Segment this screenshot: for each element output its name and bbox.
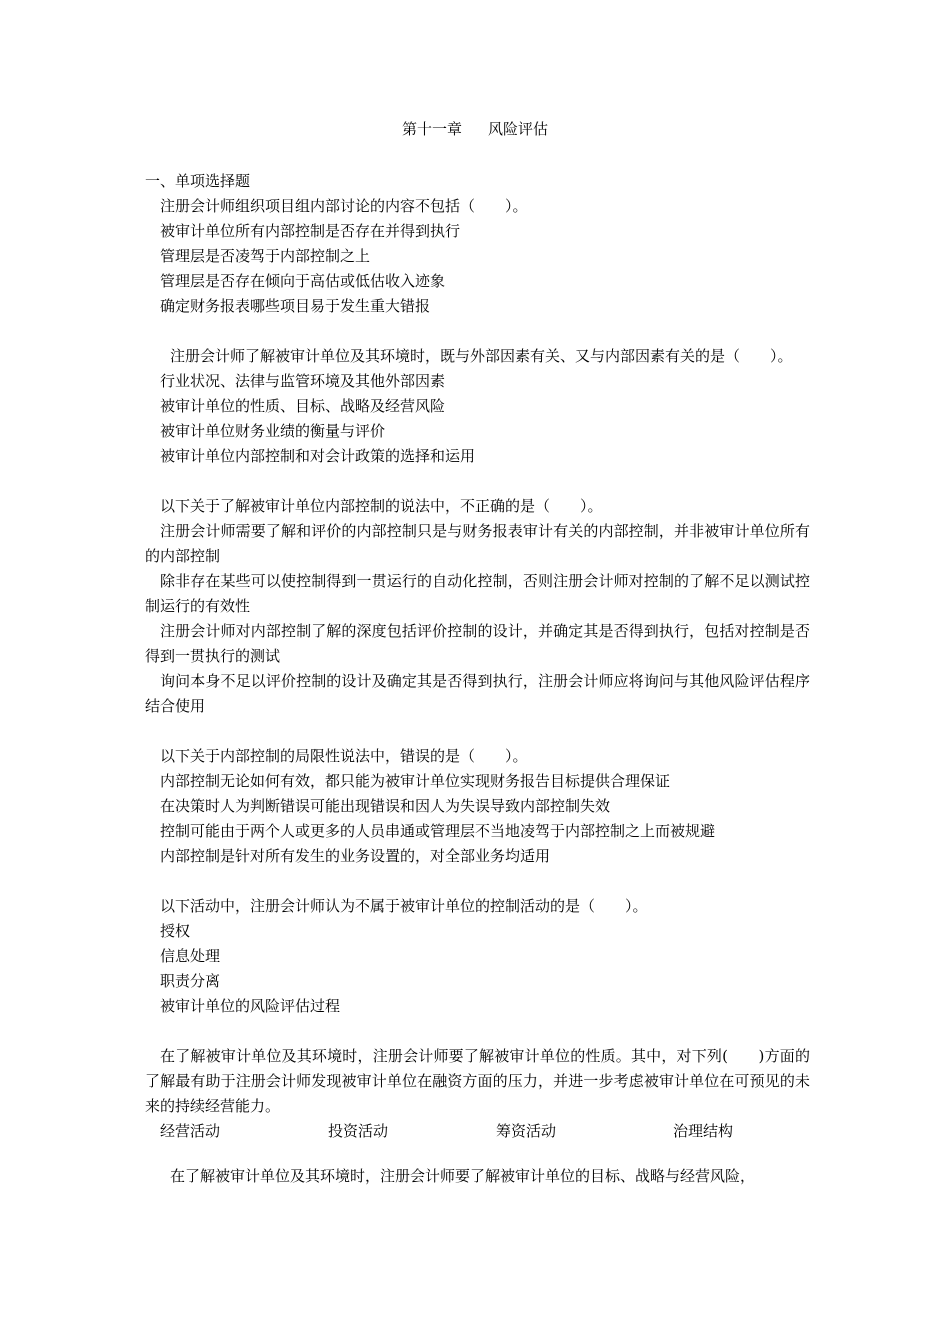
question-stem: 以下关于内部控制的局限性说法中，错误的是（ ）。: [160, 747, 528, 765]
option-c: 控制可能由于两个人或更多的人员串通或管理层不当地凌驾于内部控制之上而被规避: [160, 822, 716, 840]
question-stem: 注册会计师组织项目组内部讨论的内容不包括（ ）。: [160, 197, 528, 215]
option-b: 管理层是否凌驾于内部控制之上: [160, 247, 371, 265]
question-stem: 在了解被审计单位及其环境时，注册会计师要了解被审计单位的性质。其中，对下列( )方面的了解最有助于注册会计师发现被审计单位在融资方面的压力，并进一步考虑被审计单位在可预见的未来的持续经营能力。: [145, 1047, 810, 1115]
question-1: [145, 194, 810, 319]
option-c: 被审计单位财务业绩的衡量与评价: [160, 422, 386, 440]
option-d: 询问本身不足以评价控制的设计及确定其是否得到执行，注册会计师应将询问与其他风险评估程序结合使用: [145, 672, 810, 715]
option-a: 经营活动: [160, 1122, 221, 1140]
question-stem: 以下关于了解被审计单位内部控制的说法中，不正确的是（ ）。: [160, 497, 603, 515]
option-a: 注册会计师需要了解和评价的内部控制只是与财务报表审计有关的内部控制，并非被审计单位所有的内部控制: [145, 522, 810, 565]
option-b: 在决策时人为判断错误可能出现错误和因人为失误导致内部控制失效: [160, 797, 611, 815]
option-c: 注册会计师对内部控制了解的深度包括评价控制的设计，并确定其是否得到执行，包括对控制是否得到一贯执行的测试: [145, 622, 810, 665]
question-4: [145, 744, 810, 869]
option-c: 职责分离: [160, 972, 221, 990]
option-a: 行业状况、法律与监管环境及其他外部因素: [160, 372, 446, 390]
question-7: [145, 1164, 810, 1189]
option-b: 信息处理: [160, 947, 221, 965]
question-stem: 注册会计师了解被审计单位及其环境时，既与外部因素有关、又与内部因素有关的是（ ）。: [170, 347, 793, 365]
option-a: 被审计单位所有内部控制是否存在并得到执行: [160, 222, 461, 240]
question-5: [145, 894, 810, 1019]
question-2: [145, 344, 810, 469]
question-6: [145, 1044, 810, 1144]
option-d: 确定财务报表哪些项目易于发生重大错报: [160, 297, 431, 315]
chapter-number: 第十一章: [401, 120, 462, 138]
option-d: 被审计单位的风险评估过程: [160, 997, 341, 1015]
option-b: 除非存在某些可以使控制得到一贯运行的自动化控制，否则注册会计师对控制的了解不足以测试控制运行的有效性: [145, 572, 810, 615]
option-b: 被审计单位的性质、目标、战略及经营风险: [160, 397, 446, 415]
option-a: 授权: [160, 922, 191, 940]
option-c: 筹资活动: [496, 1122, 557, 1140]
question-stem: 在了解被审计单位及其环境时，注册会计师要了解被审计单位的目标、战略与经营风险，: [170, 1167, 756, 1185]
section-heading: 一、单项选择题: [145, 172, 251, 190]
chapter-name: 风险评估: [488, 120, 549, 138]
option-b: 投资活动: [328, 1122, 389, 1140]
option-a: 内部控制无论如何有效，都只能为被审计单位实现财务报告目标提供合理保证: [160, 772, 671, 790]
option-d: 内部控制是针对所有发生的业务设置的，对全部业务均适用: [160, 847, 551, 865]
question-3: [145, 494, 810, 719]
option-d: 被审计单位内部控制和对会计政策的选择和运用: [160, 447, 476, 465]
document-body: [145, 169, 810, 1189]
option-d: 治理结构: [673, 1122, 734, 1140]
options-row: [145, 1119, 810, 1144]
chapter-title: [0, 119, 950, 139]
option-c: 管理层是否存在倾向于高估或低估收入迹象: [160, 272, 446, 290]
question-stem: 以下活动中，注册会计师认为不属于被审计单位的控制活动的是（ ）。: [160, 897, 648, 915]
